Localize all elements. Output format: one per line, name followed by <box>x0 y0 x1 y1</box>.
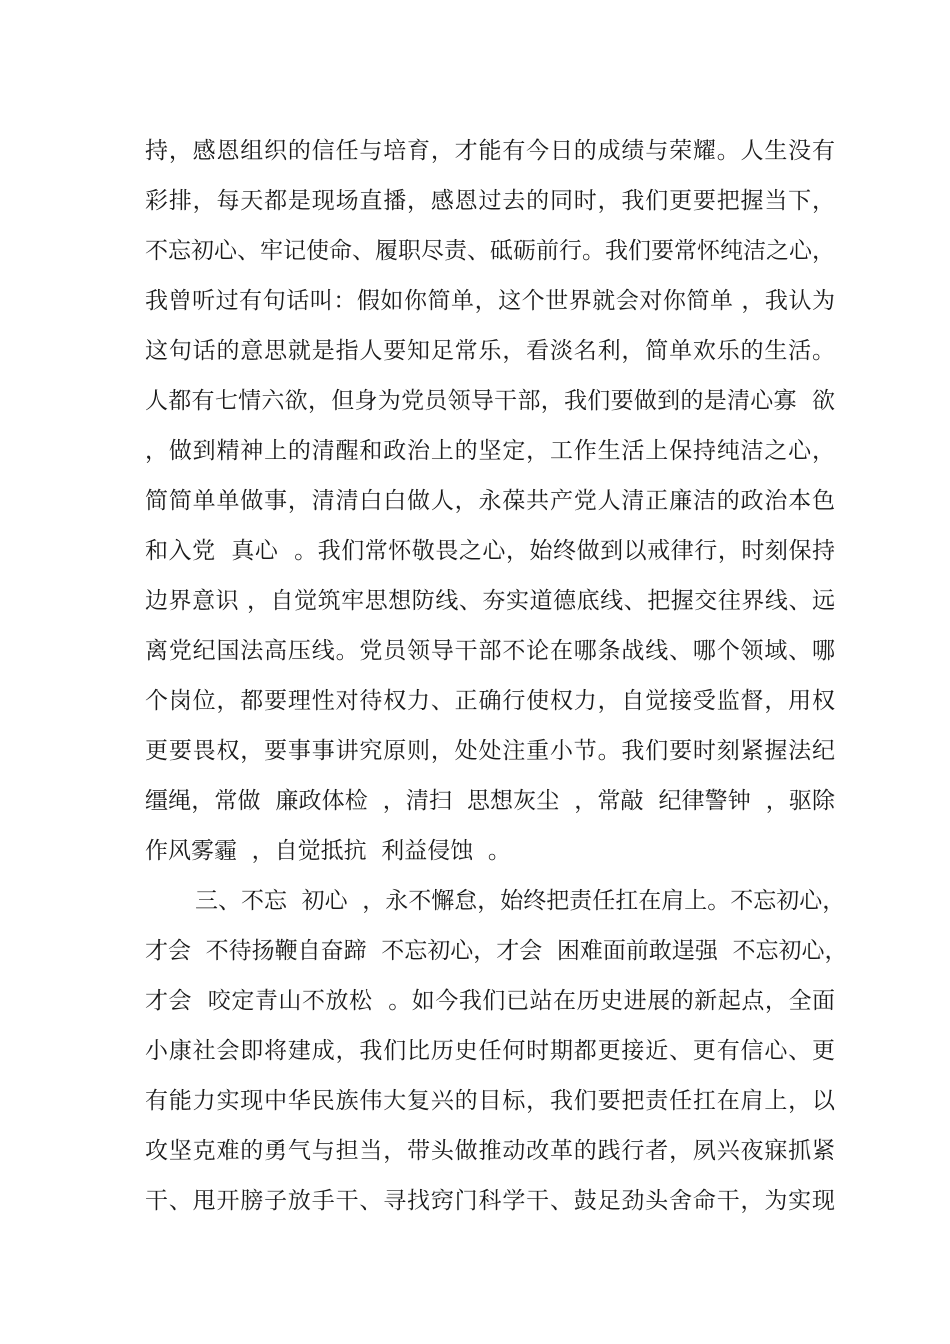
text-line: 简简单单做事，清清白白做人，永葆共产党人清正廉洁的政治本色 <box>145 488 835 514</box>
text-line: 缰绳，常做 廉政体检 ，清扫 思想灰尘 ，常敲 纪律警钟 ，驱除 <box>145 788 835 814</box>
text-line: 不忘初心、牢记使命、履职尽责、砥砺前行。我们要常怀纯洁之心， <box>145 238 835 264</box>
text-line: 有能力实现中华民族伟大复兴的目标，我们要把责任扛在肩上，以 <box>145 1088 835 1114</box>
text-line: ，做到精神上的清醒和政治上的坚定，工作生活上保持纯洁之心， <box>145 438 835 464</box>
text-line: 人都有七情六欲，但身为党员领导干部，我们要做到的是清心寡 欲 <box>145 388 835 414</box>
text-line: 边界意识 ，自觉筑牢思想防线、夯实道德底线、把握交往界线、远 <box>145 588 835 614</box>
paragraph-heading-line: 三、不忘 初心 ，永不懈怠，始终把责任扛在肩上。不忘初心， <box>195 888 846 914</box>
text-line: 个岗位，都要理性对待权力、正确行使权力，自觉接受监督，用权 <box>145 688 835 714</box>
text-line: 攻坚克难的勇气与担当，带头做推动改革的践行者，夙兴夜寐抓紧 <box>145 1138 835 1164</box>
text-line: 作风雾霾 ，自觉抵抗 利益侵蚀 。 <box>145 838 511 864</box>
text-line: 和入党 真心 。我们常怀敬畏之心，始终做到以戒律行，时刻保持 <box>145 538 835 564</box>
text-line: 更要畏权，要事事讲究原则，处处注重小节。我们要时刻紧握法纪 <box>145 738 835 764</box>
text-line: 离党纪国法高压线。党员领导干部不论在哪条战线、哪个领域、哪 <box>145 638 835 664</box>
text-line: 才会 不待扬鞭自奋蹄 不忘初心，才会 困难面前敢逞强 不忘初心， <box>145 938 848 964</box>
text-line: 干、甩开膀子放手干、寻找窍门科学干、鼓足劲头舍命干，为实现 <box>145 1188 835 1214</box>
text-line: 持，感恩组织的信任与培育，才能有今日的成绩与荣耀。人生没有 <box>145 138 835 164</box>
text-line: 才会 咬定青山不放松 。如今我们已站在历史进展的新起点，全面 <box>145 988 835 1014</box>
text-line: 我曾听过有句话叫：假如你简单，这个世界就会对你简单 ，我认为 <box>145 288 835 314</box>
text-line: 这句话的意思就是指人要知足常乐，看淡名利，简单欢乐的生活。 <box>145 338 835 364</box>
text-line: 小康社会即将建成，我们比历史任何时期都更接近、更有信心、更 <box>145 1038 835 1064</box>
text-line: 彩排，每天都是现场直播，感恩过去的同时，我们更要把握当下， <box>145 188 835 214</box>
